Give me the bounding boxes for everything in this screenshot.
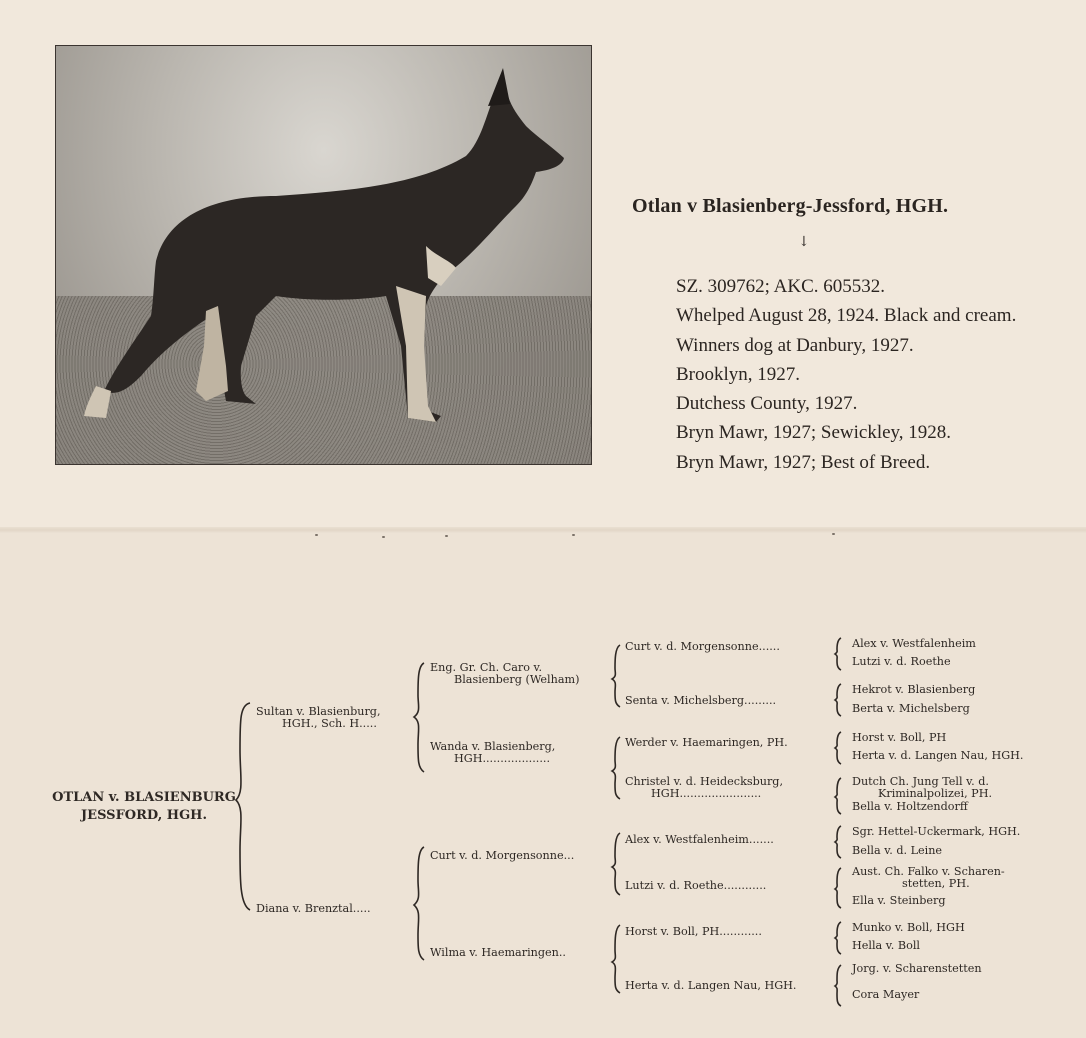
great-grandparent-line: Horst v. Boll, PH............ xyxy=(625,925,762,938)
gg-grandparent-line: Kriminalpolizei, PH. xyxy=(878,787,993,800)
gg-grandparent-line: Dutch Ch. Jung Tell v. d. xyxy=(852,775,989,788)
gg-grandparent-line: Bella v. Holtzendorff xyxy=(852,800,968,813)
grandparent xyxy=(430,947,566,959)
show-result-line: Bryn Mawr, 1927; Best of Breed. xyxy=(676,451,931,473)
great-grandparent-line: Christel v. d. Heidecksburg, xyxy=(625,775,784,788)
grandparent-line: Blasienberg (Welham) xyxy=(454,673,580,686)
pedigree-subject xyxy=(44,789,244,825)
grandparent-line: HGH................... xyxy=(454,752,551,765)
grandparent xyxy=(430,662,579,686)
dog-name-title: Otlan v Blasienberg-Jessford, HGH. xyxy=(632,195,949,217)
sire xyxy=(256,706,381,730)
gg-grandparent-line: Sgr. Hettel-Uckermark, HGH. xyxy=(852,825,1021,838)
gg-grandparent xyxy=(852,750,1023,762)
subject-line-2: JESSFORD, HGH. xyxy=(81,808,207,823)
gg-grandparent-line: Bella v. d. Leine xyxy=(852,844,943,857)
gg-grandparent-line: Aust. Ch. Falko v. Scharen- xyxy=(852,865,1005,878)
whelped-line: Whelped August 28, 1924. Black and cream. xyxy=(676,305,1017,327)
great-grandparent xyxy=(625,880,766,892)
gg-grandparent xyxy=(852,826,1020,838)
show-result-line: Winners dog at Danbury, 1927. xyxy=(676,334,914,356)
gg-grandparent xyxy=(852,866,1005,890)
gg-grandparent xyxy=(852,895,946,907)
great-grandparent xyxy=(625,641,780,653)
gg-grandparent-line: Ella v. Steinberg xyxy=(852,894,946,907)
grandparent-line: Wanda v. Blasienberg, xyxy=(430,740,556,753)
dam-line-1: Diana v. Brenztal..... xyxy=(256,902,371,915)
gg-grandparent-line: stetten, PH. xyxy=(902,877,970,890)
subject-line-1: OTLAN v. BLASIENBURG xyxy=(52,790,236,805)
sire-line-2: HGH., Sch. H..... xyxy=(282,717,377,730)
grandparent xyxy=(430,850,574,862)
great-grandparent-line: HGH....................... xyxy=(651,787,762,800)
gg-grandparent-line: Hekrot v. Blasienberg xyxy=(852,683,976,696)
gg-grandparent xyxy=(852,940,920,952)
grandparent-line: Wilma v. Haemaringen.. xyxy=(430,946,566,959)
gg-grandparent xyxy=(852,684,975,696)
gg-grandparent-line: Jorg. v. Scharenstetten xyxy=(852,962,982,975)
show-result-line: Brooklyn, 1927. xyxy=(676,363,801,385)
gg-grandparent xyxy=(852,732,946,744)
great-grandparent xyxy=(625,980,796,992)
handwritten-mark: ↓ xyxy=(798,234,810,250)
gg-grandparent xyxy=(852,989,919,1001)
gg-grandparent-line: Berta v. Michelsberg xyxy=(852,702,970,715)
gg-grandparent xyxy=(852,703,970,715)
gg-grandparent xyxy=(852,963,982,975)
great-grandparent xyxy=(625,926,762,938)
gg-grandparent xyxy=(852,801,968,813)
great-grandparent xyxy=(625,695,776,707)
gg-grandparent-line: Alex v. Westfalenheim xyxy=(852,637,976,650)
gg-grandparent-line: Horst v. Boll, PH xyxy=(852,731,947,744)
great-grandparent xyxy=(625,834,774,846)
registration-line: SZ. 309762; AKC. 605532. xyxy=(676,276,886,297)
grandparent-line: Eng. Gr. Ch. Caro v. xyxy=(430,661,543,674)
sire-line-1: Sultan v. Blasienburg, xyxy=(256,705,381,718)
gg-grandparent xyxy=(852,638,976,650)
great-grandparent-line: Alex v. Westfalenheim....... xyxy=(625,833,774,846)
gg-grandparent-line: Herta v. d. Langen Nau, HGH. xyxy=(852,749,1024,762)
gg-grandparent xyxy=(852,922,965,934)
dam xyxy=(256,903,371,915)
show-result-line: Bryn Mawr, 1927; Sewickley, 1928. xyxy=(676,422,952,444)
great-grandparent-line: Senta v. Michelsberg......... xyxy=(625,694,777,707)
gg-grandparent xyxy=(852,776,992,800)
great-grandparent xyxy=(625,737,788,749)
great-grandparent-line: Werder v. Haemaringen, PH. xyxy=(625,736,788,749)
gg-grandparent-line: Hella v. Boll xyxy=(852,939,920,952)
gg-grandparent xyxy=(852,845,942,857)
great-grandparent-line: Curt v. d. Morgensonne...... xyxy=(625,640,780,653)
grandparent xyxy=(430,741,555,765)
gg-grandparent-line: Lutzi v. d. Roethe xyxy=(852,655,951,668)
great-grandparent-line: Herta v. d. Langen Nau, HGH. xyxy=(625,979,797,992)
gg-grandparent xyxy=(852,656,951,668)
great-grandparent xyxy=(625,776,783,800)
show-result-line: Dutchess County, 1927. xyxy=(676,393,858,415)
gg-grandparent-line: Cora Mayer xyxy=(852,988,920,1001)
grandparent-line: Curt v. d. Morgensonne... xyxy=(430,849,575,862)
great-grandparent-line: Lutzi v. d. Roethe............ xyxy=(625,879,767,892)
gg-grandparent-line: Munko v. Boll, HGH xyxy=(852,921,965,934)
